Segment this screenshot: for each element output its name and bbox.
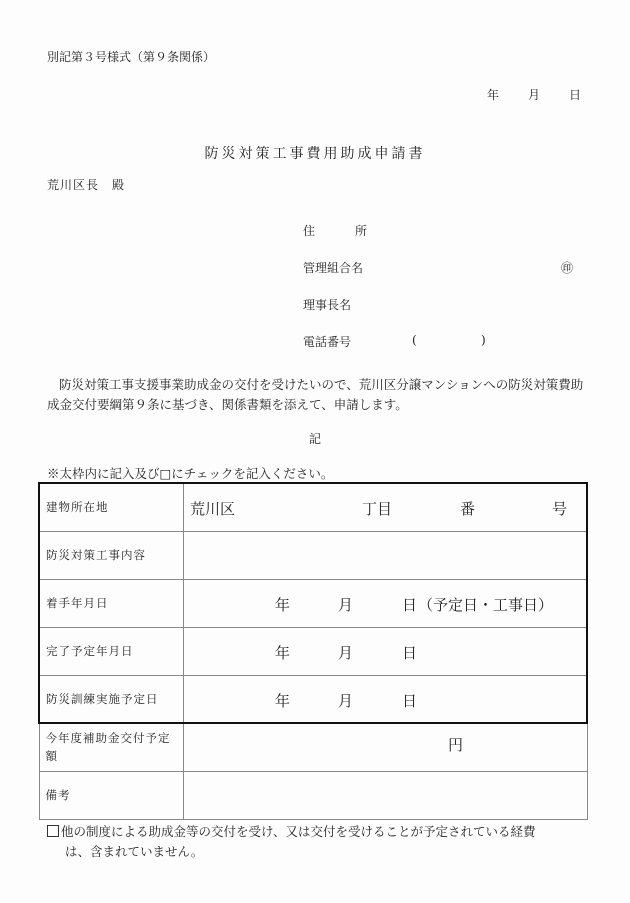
seal-icon: ㊞	[561, 261, 574, 275]
table-row-drill-date	[39, 675, 587, 723]
yen-unit: 円	[448, 736, 464, 755]
address-label	[303, 222, 367, 239]
union-name-label: 管理組合名	[303, 261, 364, 275]
table-row-start-date	[39, 579, 587, 627]
year-label: 年	[275, 691, 291, 710]
year-label: 年	[275, 596, 291, 614]
address-label-part2: 所	[355, 224, 368, 238]
table-row-subsidy-amount	[39, 723, 587, 771]
phone-label: 電話番号	[303, 335, 352, 349]
date-type-note: （予定日・工事日）	[418, 596, 554, 614]
table-row-building-location	[39, 483, 587, 531]
form-number: 別記第３号様式（第９条関係）	[47, 50, 216, 64]
month-label: 月	[338, 691, 354, 710]
ban-label: 番	[460, 500, 476, 519]
row-label: 防災訓練実施予定日	[39, 675, 184, 723]
declaration-checkbox[interactable]	[47, 825, 59, 837]
declaration-text-line1: 他の制度による助成金等の交付を受け、又は交付を受けることが予定されている経費	[61, 824, 536, 839]
start-date-field[interactable]	[184, 579, 588, 627]
ki-heading: 記	[308, 432, 321, 446]
month-label: 月	[338, 644, 354, 662]
table-row-completion-date	[39, 627, 587, 675]
addressee: 荒川区長 殿	[47, 178, 126, 192]
day-label: 日	[402, 691, 418, 710]
row-label: 今年度補助金交付予定額	[39, 723, 184, 771]
application-statement: 防災対策工事支援事業助成金の交付を受けたいので、荒川区分譲マンションへの防災対策費助成金交付要綱第９条に基づき、関係書類を添えて、申請します。	[47, 377, 584, 412]
completion-date-field[interactable]	[184, 627, 588, 675]
month-label: 月	[338, 596, 354, 614]
table-row-work-content	[39, 531, 587, 579]
phone-paren-open: (	[412, 333, 417, 347]
other-subsidy-declaration	[47, 822, 592, 862]
row-label: 着手年月日	[39, 579, 184, 627]
subsidy-amount-field	[184, 723, 588, 771]
day-label: 日	[402, 644, 418, 662]
row-label: 備考	[39, 771, 184, 819]
row-label: 建物所在地	[39, 483, 184, 531]
work-content-field[interactable]	[184, 531, 588, 579]
go-label: 号	[552, 500, 568, 519]
date-month-label: 月	[528, 88, 541, 102]
row-label: 完了予定年月日	[39, 627, 184, 675]
year-label: 年	[275, 644, 291, 662]
chome-label: 丁目	[362, 500, 393, 519]
ward-text: 荒川区	[190, 500, 236, 519]
remarks-field	[184, 771, 588, 819]
row-label: 防災対策工事内容	[39, 531, 184, 579]
instruction-note: ※太枠内に記入及び□にチェックを記入ください。	[47, 466, 334, 481]
day-label: 日	[402, 596, 418, 614]
address-label-part1: 住	[303, 224, 316, 238]
phone-paren-close: )	[481, 333, 486, 347]
date-day-label: 日	[569, 88, 582, 102]
drill-date-field[interactable]	[184, 675, 588, 723]
application-table	[38, 482, 588, 820]
building-location-field[interactable]	[184, 483, 588, 531]
page-title: 防災対策工事費用助成申請書	[204, 146, 426, 162]
date-year-label: 年	[487, 88, 500, 102]
chairman-label: 理事長名	[303, 298, 352, 312]
declaration-text-line2: は、含まれていません。	[65, 844, 204, 859]
table-row-remarks	[39, 771, 587, 819]
